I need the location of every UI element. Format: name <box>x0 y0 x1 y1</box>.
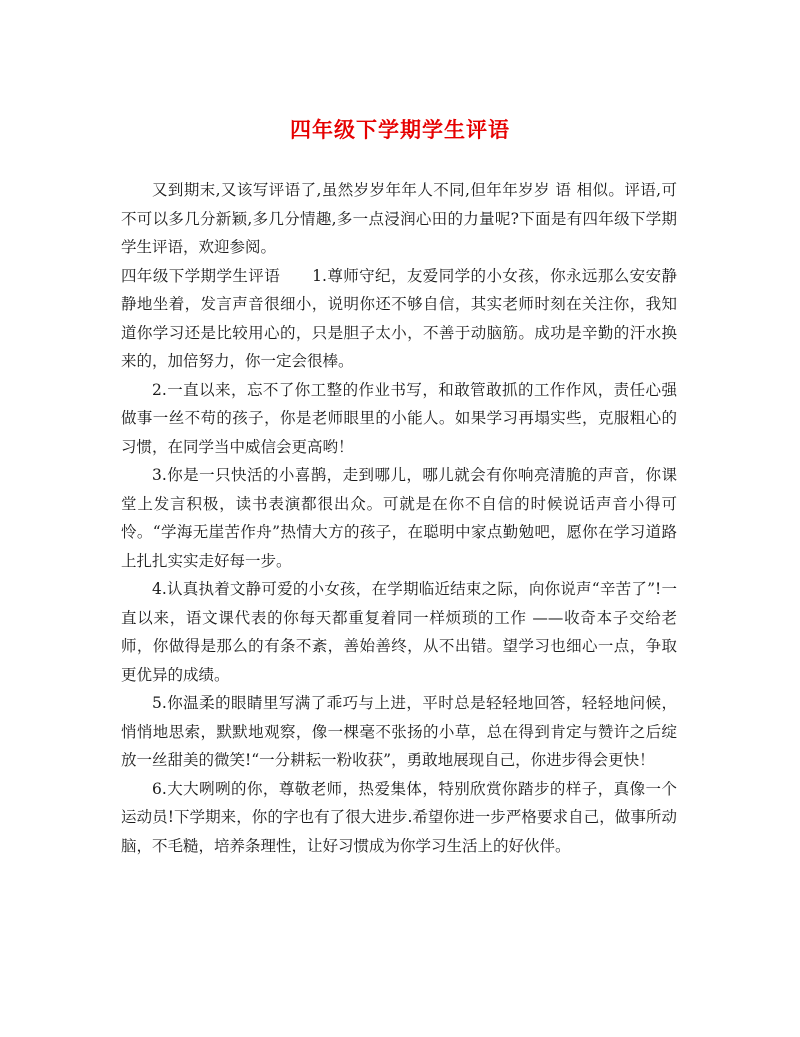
comment-paragraph-2: 2.一直以来，忘不了你工整的作业书写，和敢管敢抓的工作作风，责任心强做事一丝不苟的孩子，你是老师眼里的小能人。如果学习再塌实些，克服粗心的习惯，在同学当中威信会更高哟！ <box>121 380 677 456</box>
comment-paragraph-3: 3.你是一只快活的小喜鹊，走到哪儿，哪儿就会有你响亮清脆的声音，你课堂上发言积极，读书表演都很出众。可就是在你不自信的时候说话声音小得可怜。“学海无崖苦作舟”热情大方的孩子，在聪明中家点勤勉吧，愿你在学习道路上扎扎实实走好每一步。 <box>121 466 677 570</box>
document-body <box>121 176 677 860</box>
comment-paragraph-4: 4.认真执着文静可爱的小女孩，在学期临近结束之际，向你说声“辛苦了”!一直以来，语文课代表的你每天都重复着同一样烦琐的工作 ——收奇本子交给老师，你做得是那么的有条不紊，善始善终，从不出错。望学习也细心一点，争取更优异的成绩。 <box>121 580 677 684</box>
page-title: 四年级下学期学生评语 <box>290 117 510 142</box>
comment-paragraph-6: 6.大大咧咧的你，尊敬老师，热爱集体，特别欣赏你踏步的样子，真像一个运动员!下学期来，你的字也有了很大进步.希望你进一步严格要求自己，做事所动脑，不毛糙，培养条理性，让好习惯成为你学习生活上的好伙伴。 <box>121 779 677 855</box>
comment-text-1: 1.尊师守纪，友爱同学的小女孩，你永远那么安安静静地坐着，发言声音很细小，说明你还不够自信，其实老师时刻在关注你，我知道你学习还是比较用心的，只是胆子太小，不善于动脑筋。成功是辛勤的汗水换来的，加倍努力，你一定会很棒。 <box>121 266 677 370</box>
comment-paragraph-5: 5.你温柔的眼睛里写满了乖巧与上进，平时总是轻轻地回答，轻轻地问候，悄悄地思索，默默地观察，像一棵毫不张扬的小草，总在得到肯定与赞许之后绽放一丝甜美的微笑!“一分耕耘一粉收获”，勇敢地展现自己，你进步得会更快！ <box>121 694 677 769</box>
comment-paragraph-1 <box>121 262 677 376</box>
section-label: 四年级下学期学生评语 <box>121 266 281 285</box>
intro-paragraph: 又到期末,又该写评语了,虽然岁岁年年人不同,但年年岁岁 语 相似。评语,可不可以多几分新颖,多几分情趣,多一点浸润心田的力量呢?下面是有四年级下学期学生评语，欢迎参阅。 <box>121 181 677 256</box>
